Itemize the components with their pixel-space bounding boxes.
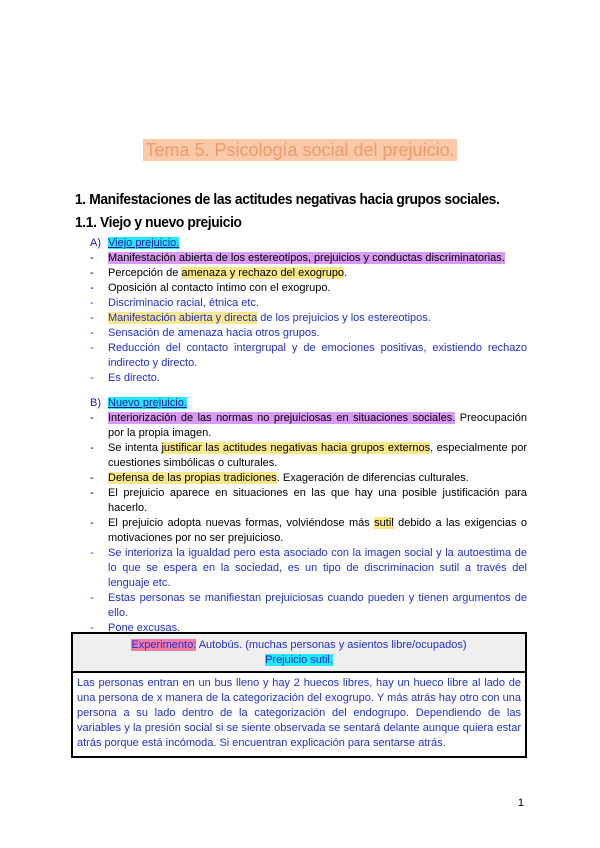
experiment-box [71,632,527,758]
list-item-text: Discriminacio racial, étnica etc. [108,297,259,309]
section-b-label: Nuevo prejuicio. [108,397,187,409]
list-item-text: Sensación de amenaza hacia otros grupos. [108,327,320,339]
heading-1: 1. Manifestaciones de las actitudes negativas hacia grupos sociales. [75,191,500,208]
list-item-text: . [344,267,348,279]
list-item-text: Se intenta [108,442,162,454]
experiment-body: Las personas entran en un bus lleno y hay 2 huecos libres, hay un hueco libre al lado de una persona de x manera de la categorización del exogrupo. Y más atrás hay otro con una persona a su lado dentro de la categorización del endogrupo. Dependiendo de las variables y la presión social si se siente observada se sentará delante aunque quiera estar atrás porque está incómoda. Si encuentran explicación para sentarse atrás. [77,677,521,749]
section-a-list [90,251,527,386]
section-a [90,236,527,386]
list-item-text: Manifestación abierta y directa [108,312,258,324]
list-item-text: El prejuicio aparece en situaciones en las que hay una posible justificación para hacerlo. [108,487,527,514]
list-item [90,411,527,441]
list-item [90,266,527,281]
list-item-text: Reducción del contacto intergrupal y de emociones positivas, existiendo rechazo indirecto y directo. [108,342,527,369]
list-item-text: sutil [374,517,394,529]
list-item-text: Percepción de [108,267,182,279]
list-item-text: amenaza y rechazo del exogrupo [181,267,345,279]
list-item-text: debido a las exigencias o motivaciones por no ser prejuicioso. [108,517,527,544]
section-b-header [90,396,527,411]
heading-2: 1.1. Viejo y nuevo prejuicio [75,214,242,231]
list-item [90,371,527,386]
list-item-text: , especialmente por cuestiones simbólicas o culturales. [108,442,528,469]
list-item [90,296,527,311]
experiment-text: Autobús. (muchas personas y asientos libre/ocupados) [196,639,467,651]
list-item-text: Interiorización de las normas no prejuiciosas en situaciones sociales. [108,412,456,424]
section-a-label: Viejo prejuicio. [108,237,180,249]
section-b [90,396,527,636]
page-number: 1 [517,797,524,809]
list-item-text: Manifestación abierta de los estereotipos, prejuicios y conductas discriminatorias. [108,252,505,264]
list-item-text: Es directo. [108,372,160,384]
experiment-subtitle: Prejuicio sutil. [265,654,333,666]
section-b-letter: B) [90,397,101,409]
experiment-header [73,634,525,673]
page-title-text: Tema 5. Psicología social del prejuicio. [145,140,455,160]
page-title [0,140,600,161]
list-item-text: Defensa de las propias tradiciones [108,472,277,484]
list-item [90,591,527,621]
list-item-text: El prejuicio adopta nuevas formas, volviéndose más [108,517,375,529]
section-a-letter: A) [90,237,101,249]
list-item [90,341,527,371]
list-item-text: Pone excusas. [108,622,181,634]
list-item [90,486,527,516]
section-a-header [90,236,527,251]
list-item [90,311,527,326]
list-item [90,251,527,266]
list-item-text: justificar las actitudes negativas hacia grupos externos [161,442,431,454]
list-item [90,281,527,296]
list-item-text: Preocupación por la propia imagen. [108,412,527,439]
list-item-text: de los prejuicios y los estereotipos. [257,312,431,324]
section-b-list [90,411,527,636]
list-item [90,441,527,471]
list-item [90,546,527,591]
list-item-text: Estas personas se manifiestan prejuiciosas cuando pueden y tienen argumentos de ello. [108,592,527,619]
experiment-label: Experimento: [131,639,197,651]
list-item-text: . Exageración de diferencias culturales. [276,472,469,484]
list-item-text: Se interioriza la igualdad pero esta asociado con la imagen social y la autoestima de lo que se espera en la sociedad, es un tipo de discriminacion sutil a través del lenguaje etc. [108,547,527,589]
list-item [90,326,527,341]
list-item [90,471,527,486]
list-item-text: Oposición al contacto íntimo con el exogrupo. [108,282,331,294]
list-item [90,516,527,546]
